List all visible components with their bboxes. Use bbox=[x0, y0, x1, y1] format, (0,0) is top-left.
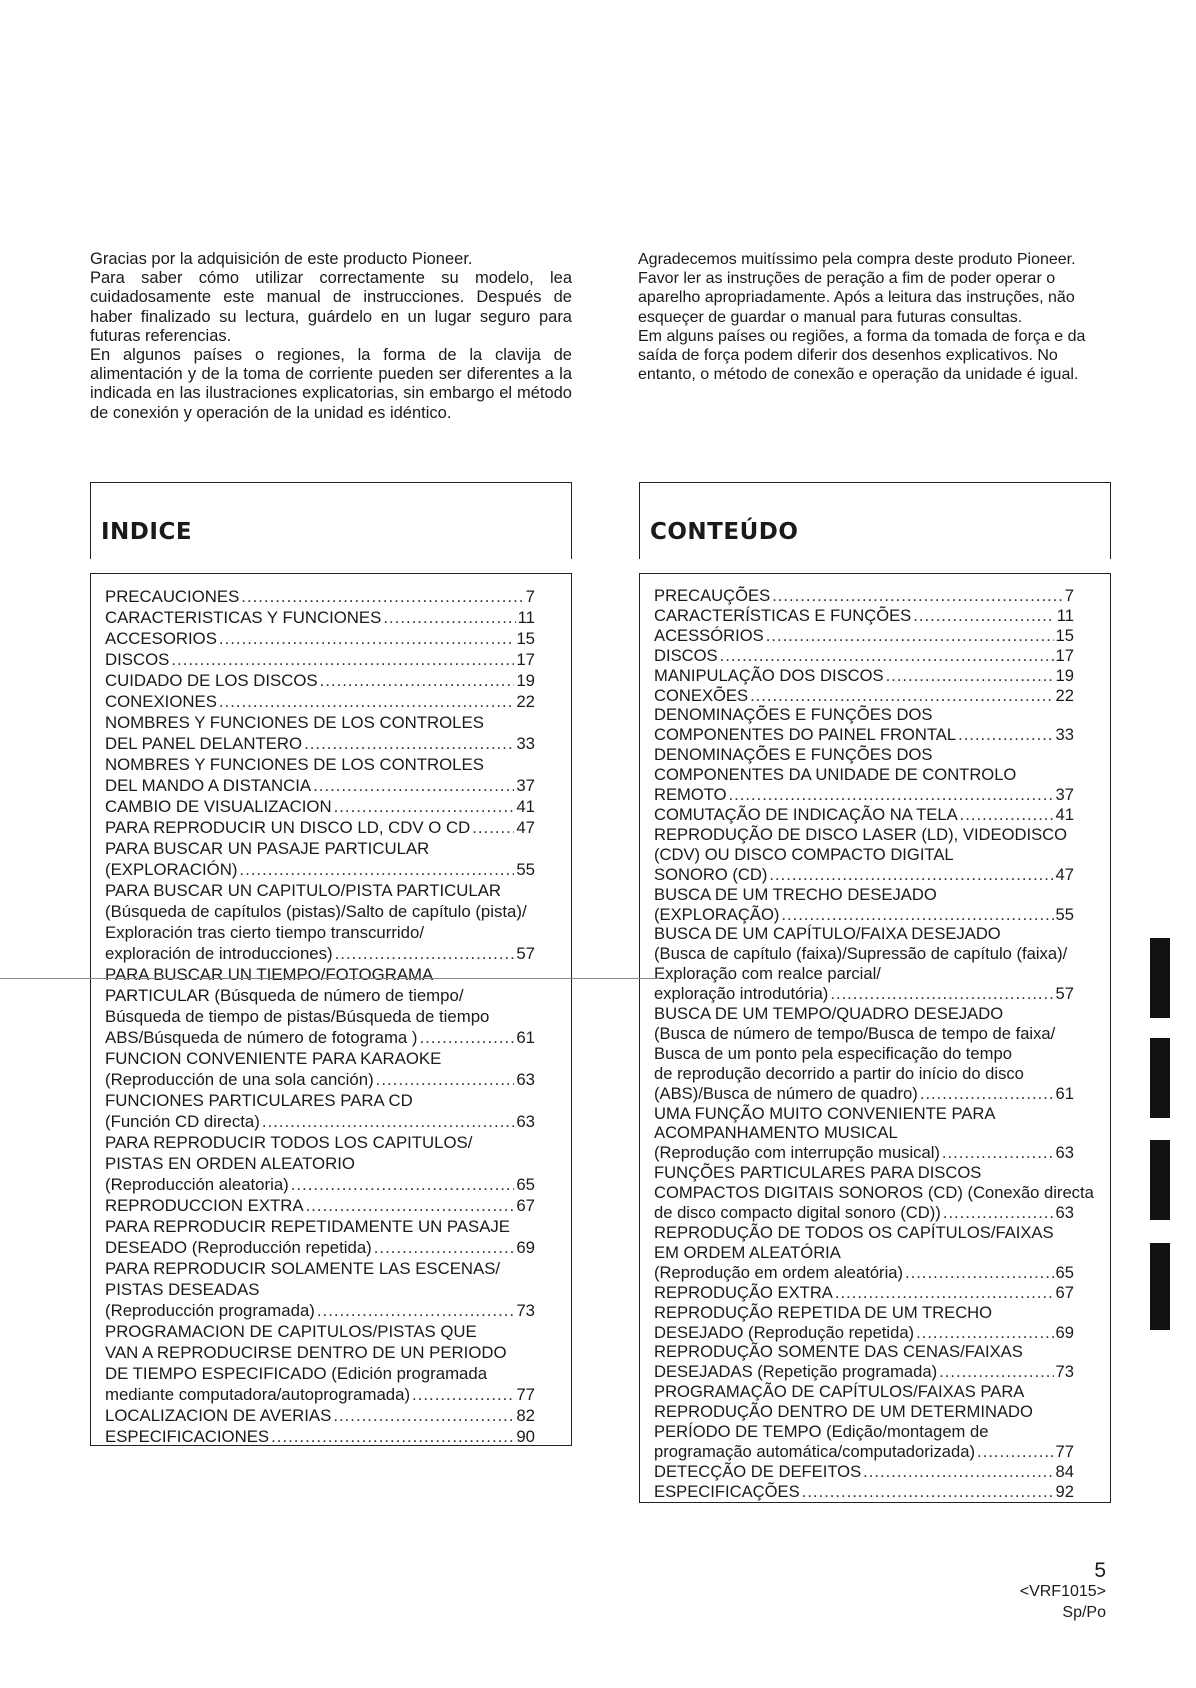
toc-entry-row bbox=[105, 1237, 535, 1258]
toc-entry-line: BUSCA DE UM CAPÍTULO/FAIXA DESEJADO bbox=[654, 924, 1001, 944]
dot-leader bbox=[835, 1283, 1054, 1303]
toc-page-number: 84 bbox=[1055, 1461, 1074, 1481]
toc-entry bbox=[105, 1216, 535, 1258]
dot-leader bbox=[412, 1384, 514, 1405]
toc-page-number: 63 bbox=[516, 1112, 535, 1131]
toc-entry-row bbox=[105, 586, 535, 607]
toc-entry bbox=[654, 705, 1074, 745]
toc-entry-title: PRECAUÇÕES bbox=[654, 586, 771, 605]
toc-entry-title: CARACTERISTICAS Y FUNCIONES bbox=[105, 608, 382, 627]
model-code: <VRF1015> bbox=[1019, 1583, 1106, 1600]
intro-spanish bbox=[90, 250, 572, 423]
toc-page-number: 22 bbox=[516, 692, 535, 711]
dot-leader bbox=[219, 628, 514, 649]
intro-portuguese bbox=[638, 250, 1112, 384]
toc-entry bbox=[105, 817, 535, 838]
toc-entry bbox=[105, 838, 535, 880]
dot-leader bbox=[262, 1111, 515, 1132]
toc-entry bbox=[654, 1104, 1074, 1164]
toc-page-number: 15 bbox=[516, 629, 535, 648]
toc-entry bbox=[105, 670, 535, 691]
dot-leader bbox=[802, 1482, 1054, 1502]
toc-entry-title: programação automática/computadorizada) bbox=[654, 1441, 975, 1461]
toc-page-number: 65 bbox=[516, 1175, 535, 1194]
toc-page-number: 55 bbox=[516, 860, 535, 879]
dot-leader bbox=[335, 943, 515, 964]
toc-entry-line: REPRODUÇÃO SOMENTE DAS CENAS/FAIXAS bbox=[654, 1342, 1023, 1362]
toc-entry-row bbox=[105, 1195, 535, 1216]
toc-entry-row bbox=[105, 1027, 535, 1048]
page-footer bbox=[1020, 1560, 1106, 1623]
toc-page-number: 17 bbox=[516, 650, 535, 669]
toc-entry-line: COMPACTOS DIGITAIS SONOROS (CD) (Conexão directa bbox=[654, 1183, 1094, 1203]
toc-page-number: 41 bbox=[516, 797, 535, 816]
toc-entry-row bbox=[105, 1426, 535, 1447]
toc-page-number: 63 bbox=[1055, 1203, 1074, 1223]
toc-entry-row bbox=[654, 1482, 1074, 1502]
toc-entry-title: REMOTO bbox=[654, 785, 727, 805]
toc-entry-row bbox=[654, 1362, 1074, 1382]
toc-page-number: 37 bbox=[1055, 785, 1074, 805]
dot-leader bbox=[750, 686, 1053, 706]
toc-page-number: 65 bbox=[1055, 1262, 1074, 1282]
toc-entry-title: COMPONENTES DO PAINEL FRONTAL bbox=[654, 725, 957, 745]
dot-leader bbox=[420, 1027, 515, 1048]
toc-entry bbox=[105, 628, 535, 649]
toc-entry-title: ABS/Búsqueda de número de fotograma ) bbox=[105, 1028, 418, 1047]
toc-page-number: 22 bbox=[1055, 685, 1074, 705]
toc-entry-line: REPRODUÇÃO DENTRO DE UM DETERMINADO bbox=[654, 1402, 1033, 1422]
toc-list-portuguese bbox=[654, 586, 1094, 1502]
toc-entry-line: BUSCA DE UM TEMPO/QUADRO DESEJADO bbox=[654, 1004, 1004, 1024]
language-code: Sp/Po bbox=[1062, 1604, 1106, 1621]
toc-entry bbox=[105, 754, 535, 796]
toc-entry-row bbox=[105, 1300, 535, 1321]
toc-page-number: 67 bbox=[1055, 1282, 1074, 1302]
toc-entry-title: ACCESORIOS bbox=[105, 629, 217, 648]
dot-leader bbox=[939, 1362, 1053, 1382]
toc-entry-line: COMPONENTES DA UNIDADE DE CONTROLO bbox=[654, 765, 1017, 785]
toc-entry-title: CARACTERÍSTICAS E FUNÇÕES bbox=[654, 605, 912, 625]
toc-entry-title: DESEJADO (Reprodução repetida) bbox=[654, 1322, 915, 1342]
toc-entry-title: (Reproducción aleatoria) bbox=[105, 1175, 289, 1194]
toc-page-number: 41 bbox=[1055, 804, 1074, 824]
toc-entry-row bbox=[105, 1069, 535, 1090]
toc-page-number: 17 bbox=[1055, 645, 1074, 665]
toc-entry bbox=[105, 1195, 535, 1216]
toc-entry-line: (CDV) OU DISCO COMPACTO DIGITAL bbox=[654, 844, 954, 864]
toc-entry bbox=[105, 607, 535, 628]
toc-entry-title: (EXPLORAÇÃO) bbox=[654, 904, 780, 924]
toc-entry-row bbox=[654, 1283, 1074, 1303]
toc-entry-line: PERÍODO DE TEMPO (Edição/montagem de bbox=[654, 1422, 989, 1442]
toc-page-number: 47 bbox=[1055, 864, 1074, 884]
toc-entry-line: EM ORDEM ALEATÓRIA bbox=[654, 1242, 841, 1262]
toc-entry bbox=[105, 691, 535, 712]
intro-paragraph: Favor ler as instruções de peração a fim de poder operar o aparelho apropriadamente. Após a leitura das instruções, não esqueçer de guardar o manual para futuras consultas. bbox=[638, 270, 1075, 326]
intro-paragraph: Para saber cómo utilizar correctamente su modelo, lea cuidadosamente este manual de instrucciones. Después de haber finalizado su lectura, guárdelo en un lugar seguro para futuras referencias. bbox=[90, 269, 572, 345]
section-tab-marker bbox=[1150, 1243, 1170, 1330]
toc-page-number: 69 bbox=[516, 1238, 535, 1257]
toc-page-number: 73 bbox=[516, 1301, 535, 1320]
dot-leader bbox=[219, 691, 514, 712]
dot-leader bbox=[171, 649, 514, 670]
toc-page-number: 19 bbox=[1055, 665, 1074, 685]
toc-entry bbox=[654, 825, 1074, 885]
toc-page-number: 73 bbox=[1055, 1362, 1074, 1382]
toc-entry bbox=[654, 805, 1074, 825]
toc-entry-line: Búsqueda de tiempo de pistas/Búsqueda de tiempo bbox=[105, 1007, 490, 1026]
toc-page-number: 82 bbox=[516, 1406, 535, 1425]
toc-entry-line: (Búsqueda de capítulos (pistas)/Salto de capítulo (pista)/ bbox=[105, 902, 527, 921]
toc-entry bbox=[105, 964, 535, 1048]
toc-entry bbox=[654, 666, 1074, 686]
toc-entry-line: PISTAS DESEADAS bbox=[105, 1280, 260, 1299]
toc-entry-title: CONEXÕES bbox=[654, 685, 749, 705]
toc-entry bbox=[654, 626, 1074, 646]
toc-entry-line: (Busca de capítulo (faixa)/Supressão de capítulo (faixa)/ bbox=[654, 944, 1068, 964]
toc-entry-line: Exploración tras cierto tiempo transcurrido/ bbox=[105, 923, 424, 942]
toc-entry-title: PARA REPRODUCIR UN DISCO LD, CDV O CD bbox=[105, 818, 471, 837]
toc-page-number: 11 bbox=[1056, 605, 1074, 625]
toc-page-number: 33 bbox=[516, 734, 535, 753]
toc-entry-line: FUNCION CONVENIENTE PARA KARAOKE bbox=[105, 1049, 442, 1068]
toc-entry bbox=[654, 1382, 1074, 1462]
toc-entry-line: ACOMPANHAMENTO MUSICAL bbox=[654, 1123, 898, 1143]
toc-entry bbox=[654, 1283, 1074, 1303]
toc-entry-line: PARA BUSCAR UN PASAJE PARTICULAR bbox=[105, 839, 430, 858]
dot-leader bbox=[313, 775, 514, 796]
toc-entry bbox=[654, 1163, 1094, 1223]
toc-entry-title: DETECÇÃO DE DEFEITOS bbox=[654, 1461, 862, 1481]
dot-leader bbox=[317, 1300, 514, 1321]
toc-page-number: 77 bbox=[516, 1385, 535, 1404]
toc-entry-row bbox=[105, 775, 535, 796]
toc-page-number: 37 bbox=[516, 776, 535, 795]
toc-entry-title: LOCALIZACION DE AVERIAS bbox=[105, 1406, 332, 1425]
toc-page-number: 11 bbox=[517, 608, 535, 627]
dot-leader bbox=[943, 1203, 1054, 1223]
toc-entry-title: DEL PANEL DELANTERO bbox=[105, 734, 303, 753]
toc-entry-row bbox=[105, 796, 535, 817]
toc-entry-title: (Reproducción programada) bbox=[105, 1301, 315, 1320]
toc-entry bbox=[105, 586, 535, 607]
toc-page-number: 57 bbox=[1055, 984, 1074, 1004]
toc-entry-row bbox=[654, 646, 1074, 666]
dot-leader bbox=[729, 785, 1054, 805]
dot-leader bbox=[472, 817, 514, 838]
toc-entry-line: PISTAS EN ORDEN ALEATORIO bbox=[105, 1154, 355, 1173]
toc-entry bbox=[105, 1405, 535, 1426]
intro-paragraph: En algunos países o regiones, la forma de la clavija de alimentación y de la toma de corriente pueden ser diferentes a la indicada en las ilustraciones explicatorias, sin embargo el método de conexión y operación de la unidad es idéntico. bbox=[90, 346, 572, 422]
dot-leader bbox=[720, 646, 1054, 666]
toc-entry-row bbox=[654, 905, 1074, 925]
toc-entry bbox=[105, 1090, 535, 1132]
dot-leader bbox=[374, 1237, 515, 1258]
toc-entry bbox=[654, 586, 1074, 606]
toc-page-number: 63 bbox=[516, 1070, 535, 1089]
toc-page-number: 57 bbox=[516, 944, 535, 963]
toc-entry bbox=[654, 745, 1074, 805]
toc-entry-title: DESEJADAS (Repetição programada) bbox=[654, 1362, 938, 1382]
toc-entry-line: BUSCA DE UM TRECHO DESEJADO bbox=[654, 884, 937, 904]
toc-entry bbox=[654, 1303, 1074, 1343]
toc-entry-row bbox=[654, 606, 1074, 626]
toc-entry-title: COMUTAÇÃO DE INDICAÇÃO NA TELA bbox=[654, 804, 958, 824]
toc-entry-row bbox=[654, 686, 1074, 706]
dot-leader bbox=[958, 725, 1053, 745]
toc-entry-row bbox=[654, 785, 1074, 805]
section-tab-marker bbox=[1150, 1038, 1170, 1118]
toc-entry bbox=[654, 1223, 1074, 1283]
heading-indice: INDICE bbox=[101, 519, 193, 545]
toc-entry-row bbox=[654, 725, 1074, 745]
toc-entry-title: MANIPULAÇÃO DOS DISCOS bbox=[654, 665, 884, 685]
toc-list-spanish bbox=[105, 586, 535, 1447]
toc-entry-title: (ABS)/Busca de número de quadro) bbox=[654, 1083, 918, 1103]
toc-box-spanish bbox=[90, 573, 572, 1446]
toc-page-number: 33 bbox=[1055, 725, 1074, 745]
toc-page-number: 19 bbox=[516, 671, 535, 690]
toc-entry-title: DISCOS bbox=[654, 645, 718, 665]
toc-entry-row bbox=[654, 1143, 1074, 1163]
toc-entry-title: (Reprodução em ordem aleatória) bbox=[654, 1262, 904, 1282]
dot-leader bbox=[766, 626, 1054, 646]
toc-entry bbox=[105, 796, 535, 817]
toc-entry-line: VAN A REPRODUCIRSE DENTRO DE UN PERIODO bbox=[105, 1343, 507, 1362]
dot-leader bbox=[769, 865, 1053, 885]
toc-entry-line: PARA REPRODUCIR TODOS LOS CAPITULOS/ bbox=[105, 1133, 473, 1152]
toc-entry-line: PARA BUSCAR UN CAPITULO/PISTA PARTICULAR bbox=[105, 881, 502, 900]
toc-entry-title: (Reproducción de una sola canción) bbox=[105, 1070, 374, 1089]
toc-entry bbox=[105, 1048, 535, 1090]
toc-entry-row bbox=[105, 1111, 535, 1132]
toc-entry-title: (Función CD directa) bbox=[105, 1112, 260, 1131]
dot-leader bbox=[772, 586, 1063, 606]
dot-leader bbox=[334, 796, 515, 817]
toc-entry-line: DENOMINAÇÕES E FUNÇÕES DOS bbox=[654, 705, 933, 725]
toc-entry-title: DEL MANDO A DISTANCIA bbox=[105, 776, 312, 795]
toc-entry-line: PARA BUSCAR UN TIEMPO/FOTOGRAMA bbox=[105, 965, 434, 984]
toc-entry bbox=[654, 1462, 1074, 1482]
dot-leader bbox=[830, 984, 1053, 1004]
toc-entry-title: ACESSÓRIOS bbox=[654, 625, 764, 645]
toc-page-number: 55 bbox=[1055, 904, 1074, 924]
toc-box-portuguese bbox=[639, 573, 1111, 1503]
dot-leader bbox=[241, 586, 523, 607]
toc-entry-row bbox=[105, 817, 535, 838]
toc-entry-row bbox=[654, 1323, 1074, 1343]
toc-entry bbox=[654, 606, 1074, 626]
toc-entry-title: CONEXIONES bbox=[105, 692, 217, 711]
toc-entry-line: PROGRAMACION DE CAPITULOS/PISTAS QUE bbox=[105, 1322, 477, 1341]
dot-leader bbox=[376, 1069, 515, 1090]
toc-entry-line: de reprodução decorrido a partir do início do disco bbox=[654, 1063, 1024, 1083]
toc-entry-title: de disco compacto digital sonoro (CD)) bbox=[654, 1203, 941, 1223]
dot-leader bbox=[304, 733, 514, 754]
toc-page-number: 92 bbox=[1055, 1481, 1074, 1501]
toc-page-number: 61 bbox=[516, 1028, 535, 1047]
toc-entry-row bbox=[105, 670, 535, 691]
toc-entry bbox=[654, 1342, 1074, 1382]
toc-entry-row bbox=[654, 1442, 1074, 1462]
toc-entry-row bbox=[105, 859, 535, 880]
toc-entry-row bbox=[105, 733, 535, 754]
toc-entry bbox=[654, 924, 1074, 1004]
toc-entry-title: REPRODUÇÃO EXTRA bbox=[654, 1282, 833, 1302]
toc-entry-line: PARA REPRODUCIR REPETIDAMENTE UN PASAJE bbox=[105, 1217, 510, 1236]
dot-leader bbox=[913, 606, 1055, 626]
toc-entry-title: PRECAUCIONES bbox=[105, 587, 240, 606]
toc-entry-line: REPRODUÇÃO DE DISCO LASER (LD), VIDEODISCO bbox=[654, 824, 1068, 844]
dot-leader bbox=[239, 859, 514, 880]
page-number: 5 bbox=[1094, 1559, 1106, 1582]
toc-page-number: 63 bbox=[1055, 1143, 1074, 1163]
toc-entry-title: mediante computadora/autoprogramada) bbox=[105, 1385, 411, 1404]
dot-leader bbox=[942, 1143, 1054, 1163]
toc-entry-title: ESPECIFICAÇÕES bbox=[654, 1481, 800, 1501]
toc-entry-title: ESPECIFICACIONES bbox=[105, 1427, 270, 1446]
toc-entry-line: PROGRAMAÇÃO DE CAPÍTULOS/FAIXAS PARA bbox=[654, 1382, 1025, 1402]
toc-entry-row bbox=[105, 691, 535, 712]
dot-leader bbox=[291, 1174, 515, 1195]
toc-page-number: 47 bbox=[516, 818, 535, 837]
heading-box-portuguese bbox=[639, 482, 1111, 559]
toc-entry-row bbox=[105, 649, 535, 670]
dot-leader bbox=[306, 1195, 515, 1216]
dot-leader bbox=[320, 670, 515, 691]
toc-entry-row bbox=[654, 1462, 1074, 1482]
intro-paragraph: Em alguns países ou regiões, a forma da tomada de força e da saída de força podem diferir dos desenhos explicativos. No entanto, o método de conexão e operação da unidade é igual. bbox=[638, 327, 1086, 384]
dot-leader bbox=[781, 905, 1053, 925]
toc-entry-title: exploração introdutória) bbox=[654, 984, 829, 1004]
toc-entry-line: DE TIEMPO ESPECIFICADO (Edición programada bbox=[105, 1364, 488, 1383]
toc-entry-line: PARTICULAR (Búsqueda de número de tiempo/ bbox=[105, 986, 464, 1005]
toc-entry bbox=[654, 885, 1074, 925]
toc-entry bbox=[105, 1426, 535, 1447]
toc-entry-row bbox=[654, 865, 1074, 885]
toc-entry-row bbox=[105, 1384, 535, 1405]
toc-page-number: 67 bbox=[516, 1196, 535, 1215]
toc-entry bbox=[105, 712, 535, 754]
dot-leader bbox=[916, 1323, 1053, 1343]
dot-leader bbox=[863, 1462, 1053, 1482]
toc-entry-title: exploración de introducciones) bbox=[105, 944, 333, 963]
heading-box-spanish bbox=[90, 482, 572, 559]
toc-entry bbox=[105, 1321, 535, 1405]
toc-entry-row bbox=[654, 1084, 1074, 1104]
toc-entry-line: NOMBRES Y FUNCIONES DE LOS CONTROLES bbox=[105, 755, 484, 774]
toc-entry-line: FUNÇÕES PARTICULARES PARA DISCOS bbox=[654, 1163, 982, 1183]
dot-leader bbox=[333, 1405, 514, 1426]
toc-page-number: 15 bbox=[1055, 625, 1074, 645]
toc-entry-title: SONORO (CD) bbox=[654, 864, 768, 884]
toc-entry-line: UMA FUNÇÃO MUITO CONVENIENTE PARA bbox=[654, 1103, 996, 1123]
toc-entry-title: (Reprodução com interrupção musical) bbox=[654, 1143, 940, 1163]
scan-rule bbox=[0, 978, 660, 979]
dot-leader bbox=[905, 1263, 1054, 1283]
toc-entry bbox=[105, 649, 535, 670]
toc-entry-line: NOMBRES Y FUNCIONES DE LOS CONTROLES bbox=[105, 713, 484, 732]
toc-page-number: 61 bbox=[1055, 1083, 1074, 1103]
toc-entry-line: DENOMINAÇÕES E FUNÇÕES DOS bbox=[654, 745, 933, 765]
toc-page-number: 77 bbox=[1055, 1441, 1074, 1461]
toc-entry-line: REPRODUÇÃO DE TODOS OS CAPÍTULOS/FAIXAS bbox=[654, 1223, 1054, 1242]
toc-entry bbox=[654, 1482, 1074, 1502]
intro-paragraph: Gracias por la adquisición de este producto Pioneer. bbox=[90, 250, 473, 268]
toc-entry-title: CUIDADO DE LOS DISCOS bbox=[105, 671, 318, 690]
toc-entry bbox=[654, 1004, 1074, 1104]
toc-entry bbox=[105, 1132, 535, 1195]
toc-entry-line: Exploração com realce parcial/ bbox=[654, 964, 881, 984]
toc-entry-line: REPRODUÇÃO REPETIDA DE UM TRECHO bbox=[654, 1302, 993, 1322]
toc-page-number: 7 bbox=[525, 587, 535, 606]
toc-entry-row bbox=[654, 984, 1074, 1004]
toc-entry-row bbox=[654, 666, 1074, 686]
toc-entry-line: PARA REPRODUCIR SOLAMENTE LAS ESCENAS/ bbox=[105, 1259, 501, 1278]
toc-entry bbox=[105, 880, 535, 964]
dot-leader bbox=[271, 1426, 514, 1447]
toc-entry-row bbox=[654, 586, 1074, 606]
toc-entry-title: (EXPLORACIÓN) bbox=[105, 860, 238, 879]
toc-entry-line: (Busca de número de tempo/Busca de tempo de faixa/ bbox=[654, 1023, 1056, 1043]
toc-entry bbox=[654, 646, 1074, 666]
toc-page-number: 69 bbox=[1055, 1322, 1074, 1342]
section-tab-marker bbox=[1150, 1140, 1170, 1220]
toc-entry-line: Busca de um ponto pela especificação do tempo bbox=[654, 1043, 1012, 1063]
toc-entry-row bbox=[105, 607, 535, 628]
dot-leader bbox=[920, 1084, 1054, 1104]
toc-page-number: 90 bbox=[516, 1427, 535, 1446]
dot-leader bbox=[977, 1442, 1054, 1462]
toc-entry-row bbox=[654, 626, 1074, 646]
toc-entry-row bbox=[105, 1405, 535, 1426]
toc-entry-row bbox=[105, 628, 535, 649]
toc-entry-row bbox=[654, 1203, 1074, 1223]
section-tab-marker bbox=[1150, 938, 1170, 1018]
toc-entry-row bbox=[654, 805, 1074, 825]
toc-entry-title: CAMBIO DE VISUALIZACION bbox=[105, 797, 332, 816]
intro-paragraph: Agradecemos muitíssimo pela compra deste produto Pioneer. bbox=[638, 251, 1076, 268]
dot-leader bbox=[886, 666, 1054, 686]
dot-leader bbox=[383, 607, 515, 628]
toc-entry-title: DESEADO (Reproducción repetida) bbox=[105, 1238, 372, 1257]
toc-entry bbox=[654, 686, 1074, 706]
toc-entry-title: REPRODUCCION EXTRA bbox=[105, 1196, 304, 1215]
dot-leader bbox=[960, 805, 1054, 825]
toc-entry-row bbox=[105, 1174, 535, 1195]
heading-conteudo: CONTEÚDO bbox=[650, 519, 799, 545]
toc-entry-row bbox=[105, 943, 535, 964]
toc-entry bbox=[105, 1258, 535, 1321]
toc-entry-title: DISCOS bbox=[105, 650, 170, 669]
toc-entry-line: FUNCIONES PARTICULARES PARA CD bbox=[105, 1091, 413, 1110]
toc-page-number: 7 bbox=[1064, 586, 1074, 605]
toc-entry-row bbox=[654, 1263, 1074, 1283]
